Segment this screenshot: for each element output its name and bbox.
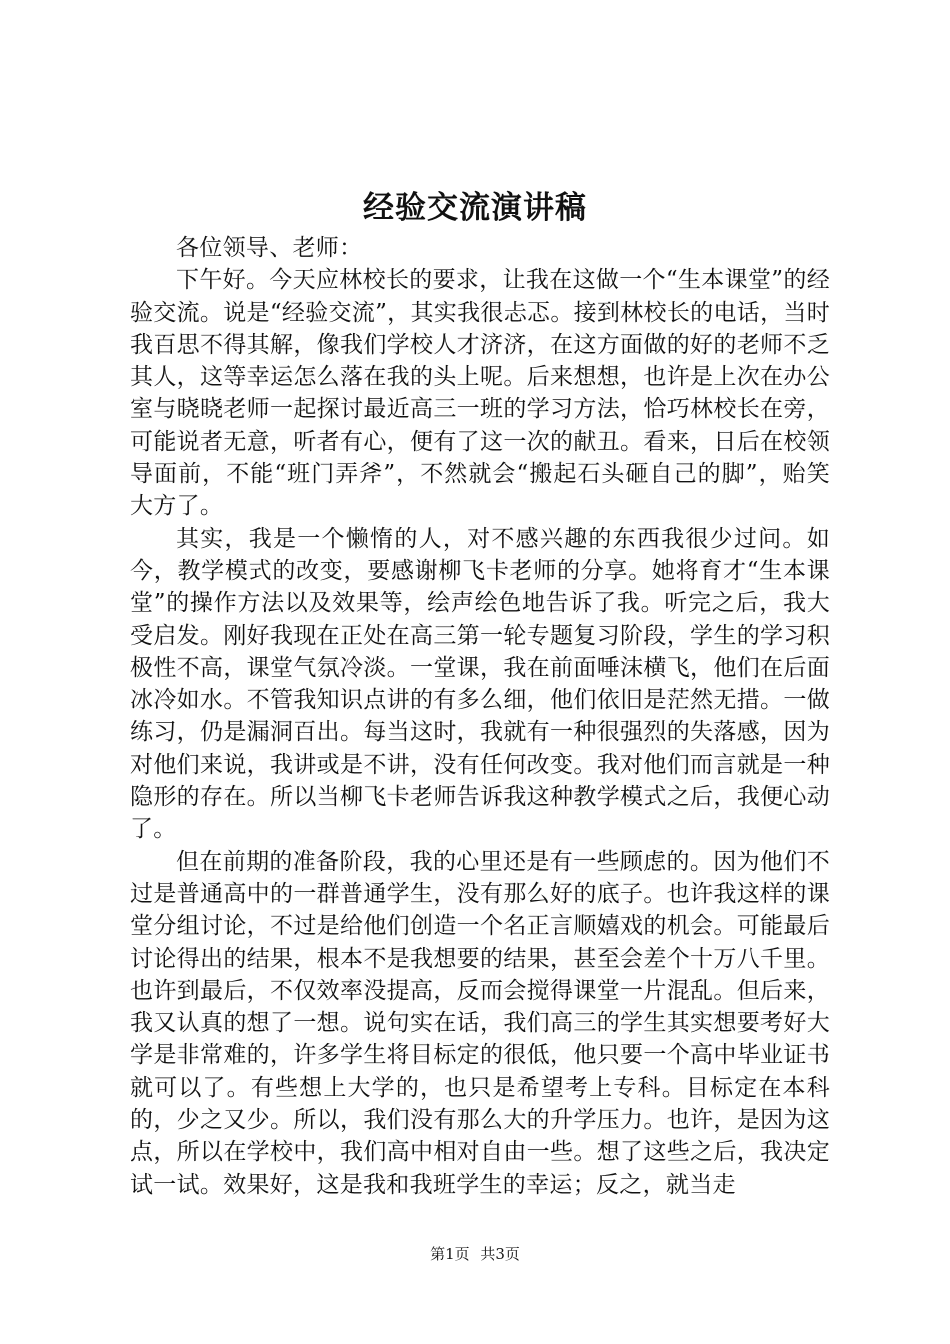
paragraph: 其实，我是一个懒惰的人，对不感兴趣的东西我很少过问。如今，教学模式的改变，要感谢柳飞卡老师的分享。她将育才“生本课堂”的操作方法以及效果等，绘声绘色地告诉了我。听完之后，我大受启发。刚好我现在正处在高三第一轮专题复习阶段，学生的学习积极性不高，课堂气氛冷淡。一堂课，我在前面唾沫横飞，他们在后面冰冷如水。不管我知识点讲的有多么细，他们依旧是茫然无措。一做练习，仍是漏洞百出。每当这时，我就有一种很强烈的失落感，因为对他们来说，我讲或是不讲，没有任何改变。我对他们而言就是一种隐形的存在。所以当柳飞卡老师告诉我这种教学模式之后，我便心动了。 [130,525,830,843]
document-body [130,232,830,1201]
page-total: 共3页 [480,1245,520,1263]
page-footer [0,1244,950,1264]
paragraph: 下午好。今天应林校长的要求，让我在这做一个“生本课堂”的经验交流。说是“经验交流”，其实我很忐忑。接到林校长的电话，当时我百思不得其解，像我们学校人才济济，在这方面做的好的老师不乏其人，这等幸运怎么落在我的头上呢。后来想想，也许是上次在办公室与晓晓老师一起探讨最近高三一班的学习方法，恰巧林校长在旁，可能说者无意，听者有心，便有了这一次的献丑。看来，日后在校领导面前，不能“班门弄斧”，不然就会“搬起石头砸自己的脚”，贻笑大方了。 [130,267,830,520]
paragraph: 但在前期的准备阶段，我的心里还是有一些顾虑的。因为他们不过是普通高中的一群普通学生，没有那么好的底子。也许我这样的课堂分组讨论，不过是给他们创造一个名正言顺嬉戏的机会。可能最后讨论得出的结果，根本不是我想要的结果，甚至会差个十万八千里。也许到最后，不仅效率没提高，反而会搅得课堂一片混乱。但后来，我又认真的想了一想。说句实在话，我们高三的学生其实想要考好大学是非常难的，许多学生将目标定的很低，他只要一个高中毕业证书就可以了。有些想上大学的，也只是希望考上专科。目标定在本科的，少之又少。所以，我们没有那么大的升学压力。也许，是因为这点，所以在学校中，我们高中相对自由一些。想了这些之后，我决定试一试。效果好，这是我和我班学生的幸运；反之，就当走 [130,848,830,1198]
document-title: 经验交流演讲稿 [363,190,587,226]
page-number: 第1页 [430,1245,470,1263]
paragraph-salutation: 各位领导、老师： [176,235,363,261]
